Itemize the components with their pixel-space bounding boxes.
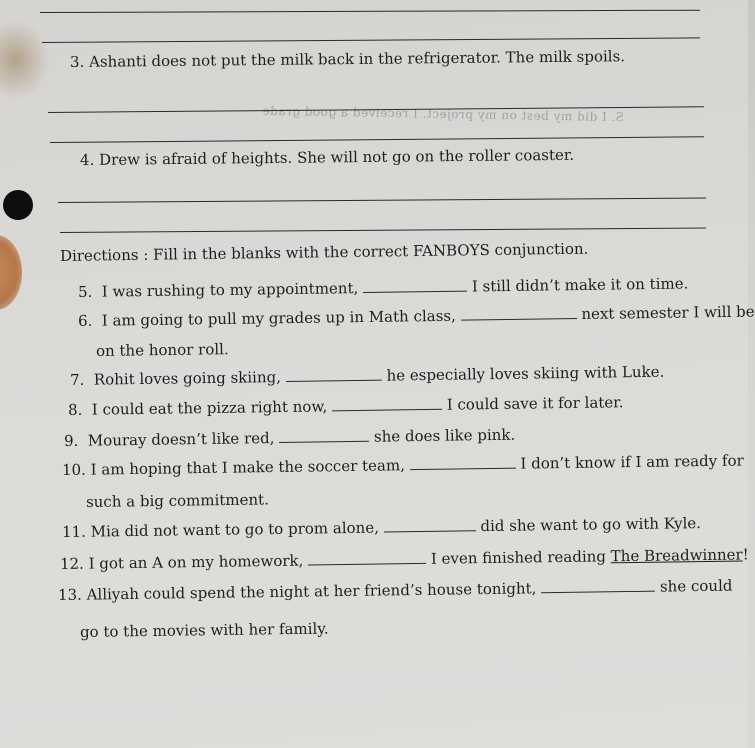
item-number: 11.: [61, 522, 86, 541]
fill-item-13-continuation: go to the movies with her family.: [79, 619, 329, 641]
item-before: I could eat the pizza right now,: [91, 397, 328, 419]
item-before: Mouray doesn’t like red,: [87, 429, 275, 450]
item-after: I even finished reading: [430, 547, 607, 568]
answer-blank[interactable]: [410, 454, 516, 470]
item-text: Ashanti does not put the milk back in the refrigerator. The milk spoils.: [88, 47, 626, 71]
item-number: 8.: [67, 400, 83, 419]
item-number: 10.: [61, 460, 86, 479]
item-after: did she want to go with Kyle.: [480, 514, 702, 536]
item-number: 12.: [59, 554, 84, 573]
book-title: The Breadwinner: [610, 545, 743, 566]
item-number: 13.: [57, 585, 82, 604]
item-number: 6.: [77, 311, 93, 330]
item-after: he especially loves skiing with Luke.: [386, 362, 665, 385]
answer-blank[interactable]: [541, 577, 655, 594]
page-shadow: [0, 20, 50, 100]
directions: Directions : Fill in the blanks with the correct FANBOYS conjunction.: [59, 239, 589, 265]
answer-blank[interactable]: [460, 304, 576, 321]
show-through-text: S. I did my best on my project. I received a good grade: [261, 103, 624, 125]
answer-blank[interactable]: [308, 549, 426, 566]
item-number: 7.: [69, 370, 85, 389]
item-after: I could save it for later.: [446, 393, 624, 414]
answer-blank[interactable]: [332, 395, 442, 412]
fill-item-10-continuation: such a big commitment.: [85, 490, 270, 511]
item-number: 3.: [69, 52, 85, 71]
answer-blank[interactable]: [363, 277, 467, 293]
item-number: 5.: [77, 282, 93, 301]
item-before: I got an A on my homework,: [88, 551, 304, 573]
item-before: I am hoping that I make the soccer team,: [90, 456, 406, 479]
item-after: next semester I will be: [581, 302, 755, 323]
hole-punch: [3, 190, 33, 220]
item-before: Rohit loves going skiing,: [93, 368, 282, 389]
item-before: I am going to pull my grades up in Math class,: [101, 306, 456, 330]
answer-blank[interactable]: [286, 366, 382, 382]
item-before: Mia did not want to go to prom alone,: [90, 518, 380, 541]
item-before: I was rushing to my appointment,: [101, 279, 359, 301]
item-number: 9.: [63, 431, 79, 450]
item-after: she does like pink.: [373, 425, 516, 446]
item-after: I still didn’t make it on time.: [471, 274, 689, 296]
item-after: she could: [659, 576, 733, 596]
fill-item-6-continuation: on the honor roll.: [95, 340, 229, 360]
item-before: Alliyah could spend the night at her friend’s house tonight,: [86, 579, 537, 604]
answer-blank[interactable]: [384, 516, 476, 532]
item-number: 4.: [79, 150, 95, 169]
item-text: Drew is afraid of heights. She will not go on the roller coaster.: [98, 145, 575, 169]
item-after: I don’t know if I am ready for: [520, 451, 744, 473]
item-trailing: !: [742, 545, 749, 564]
answer-blank[interactable]: [279, 427, 369, 443]
